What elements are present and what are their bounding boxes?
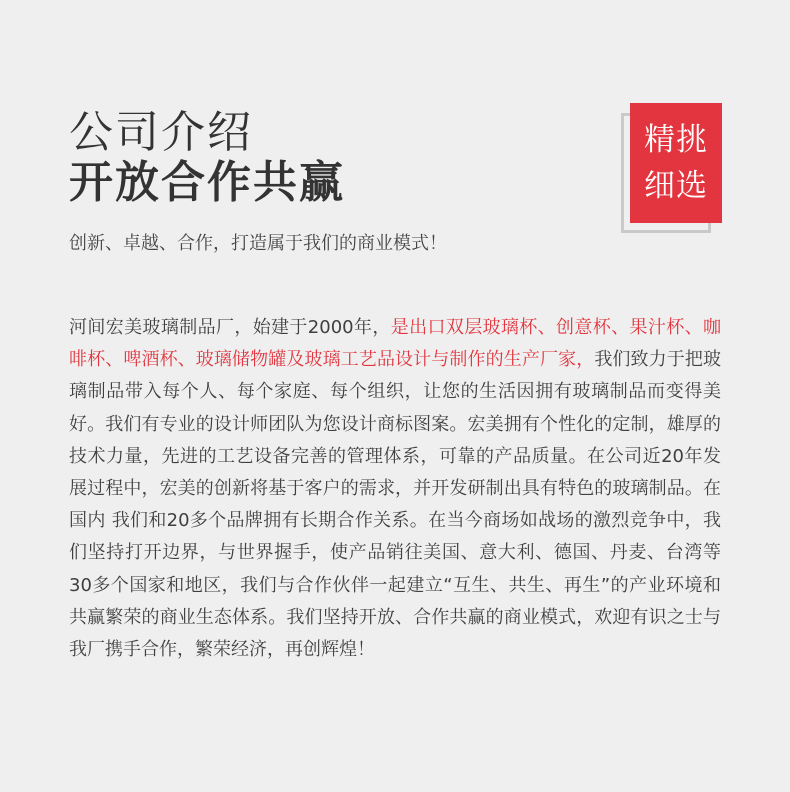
page-title: 公司介绍 xyxy=(69,107,253,158)
badge-line-2: 细选 xyxy=(644,168,708,204)
page-slogan: 开放合作共赢 xyxy=(69,157,345,208)
page-subtitle: 创新、卓越、合作，打造属于我们的商业模式！ xyxy=(69,233,447,254)
company-description xyxy=(69,312,721,666)
quality-badge xyxy=(630,103,722,223)
badge-line-1: 精挑 xyxy=(644,122,708,158)
description-highlight: 是出口双层玻璃杯、创意杯、果汁杯、咖啡杯、啤酒杯、玻璃储物罐及玻璃工艺品设计与制作的生产厂家， xyxy=(69,317,721,371)
description-rest: 我们致力于把玻璃制品带入每个人、每个家庭、每个组织，让您的生活因拥有玻璃制品而变得美好。我们有专业的设计师团队为您设计商标图案。宏美拥有个性化的定制，雄厚的技术力量，先进的工艺设备完善的管理体系，可靠的产品质量。在公司近20年发展过程中，宏美的创新将基于客户的需求，并开发研制出具有特色的玻璃制品。在国内 我们和20多个品牌拥有长期合作关系。在当今商场如战场的激烈竞争中，我们坚持打开边界，与世界握手，使产品销往美国、意大利、德国、丹麦、台湾等30多个国家和地区，我们与合作伙伴一起建立“互生、共生、再生”的产业环境和共赢繁荣的商业生态体系。我们坚持开放、合作共赢的商业模式，欢迎有识之士与我厂携手合作，繁荣经济，再创辉煌！ xyxy=(69,349,721,661)
description-intro: 河间宏美玻璃制品厂，始建于2000年， xyxy=(69,317,391,338)
